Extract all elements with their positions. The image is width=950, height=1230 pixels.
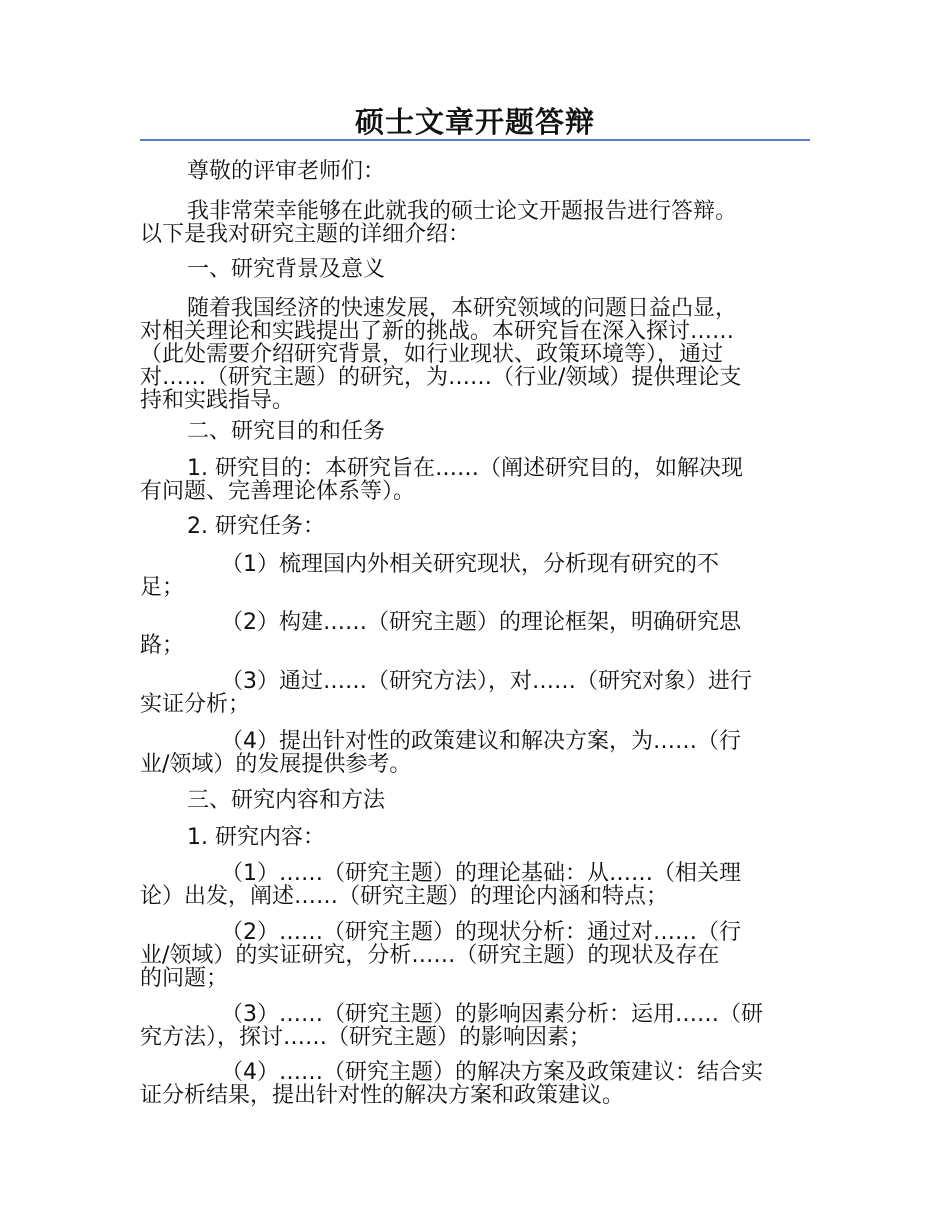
text-line: 足； xyxy=(140,575,185,600)
text-line: 的问题； xyxy=(140,966,229,991)
text-line: （2）……（研究主题）的现状分析：通过对……（行 xyxy=(221,920,741,945)
text-line: （2）构建……（研究主题）的理论框架，明确研究思 xyxy=(221,610,741,635)
task-item-3 xyxy=(140,670,812,716)
text-line: （3）……（研究主题）的影响因素分析：运用……（研 xyxy=(221,1002,763,1027)
text-line: （1）梳理国内外相关研究现状，分析现有研究的不 xyxy=(221,552,719,577)
text-line: （此处需要介绍研究背景，如行业现状、政策环境等），通过 xyxy=(140,342,724,367)
text-line: 尊敬的评审老师们： xyxy=(187,159,386,184)
task-item-1 xyxy=(140,553,812,599)
text-line: 以下是我对研究主题的详细介绍： xyxy=(140,222,471,247)
text-line: 究方法），探讨……（研究主题）的影响因素； xyxy=(140,1025,592,1050)
text-line: 业/领域）的发展提供参考。 xyxy=(140,752,412,777)
research-content-heading xyxy=(140,826,812,849)
text-line: 路； xyxy=(140,633,185,658)
content-item-3 xyxy=(140,1003,812,1049)
text-line: （3）通过……（研究方法），对……（研究对象）进行 xyxy=(221,669,752,694)
section-heading-objectives xyxy=(140,420,812,443)
content-item-1 xyxy=(140,862,812,908)
research-purpose-paragraph xyxy=(140,457,812,503)
section-heading-background xyxy=(140,258,812,281)
text-line: 随着我国经济的快速发展，本研究领域的问题日益凸显， xyxy=(187,296,738,321)
text-line: 2. 研究任务： xyxy=(187,514,325,539)
greeting-paragraph xyxy=(140,160,812,183)
text-line: 1. 研究内容： xyxy=(187,825,325,850)
text-line: 三、研究内容和方法 xyxy=(187,788,386,813)
intro-paragraph xyxy=(140,200,812,246)
document-title: 硕士文章开题答辩 xyxy=(354,105,595,139)
text-line: 二、研究目的和任务 xyxy=(187,419,386,444)
text-line: 持和实践指导。 xyxy=(140,388,295,413)
title-underline xyxy=(140,139,810,141)
research-tasks-heading xyxy=(140,515,812,538)
background-paragraph xyxy=(140,297,812,412)
text-line: （4）提出针对性的政策建议和解决方案，为……（行 xyxy=(221,729,741,754)
content-item-4 xyxy=(140,1061,812,1107)
text-line: 对……（研究主题）的研究，为……（行业/领域）提供理论支 xyxy=(140,365,742,390)
task-item-4 xyxy=(140,730,812,776)
text-line: 业/领域）的实证研究，分析……（研究主题）的现状及存在 xyxy=(140,943,720,968)
text-line: （1）……（研究主题）的理论基础：从……（相关理 xyxy=(221,861,741,886)
text-line: 有问题、完善理论体系等）。 xyxy=(140,479,416,504)
text-line: 1. 研究目的：本研究旨在……（阐述研究目的，如解决现 xyxy=(187,456,743,481)
text-line: 论）出发，阐述……（研究主题）的理论内涵和特点； xyxy=(140,884,669,909)
text-line: （4）……（研究主题）的解决方案及政策建议：结合实 xyxy=(221,1060,763,1085)
text-line: 实证分析； xyxy=(140,692,251,717)
task-item-2 xyxy=(140,611,812,657)
content-item-2 xyxy=(140,921,812,990)
text-line: 一、研究背景及意义 xyxy=(187,257,386,282)
section-heading-content-methods xyxy=(140,789,812,812)
text-line: 我非常荣幸能够在此就我的硕士论文开题报告进行答辩。 xyxy=(187,199,738,224)
text-line: 对相关理论和实践提出了新的挑战。本研究旨在深入探讨…… xyxy=(140,319,735,344)
text-line: 证分析结果，提出针对性的解决方案和政策建议。 xyxy=(140,1083,625,1108)
